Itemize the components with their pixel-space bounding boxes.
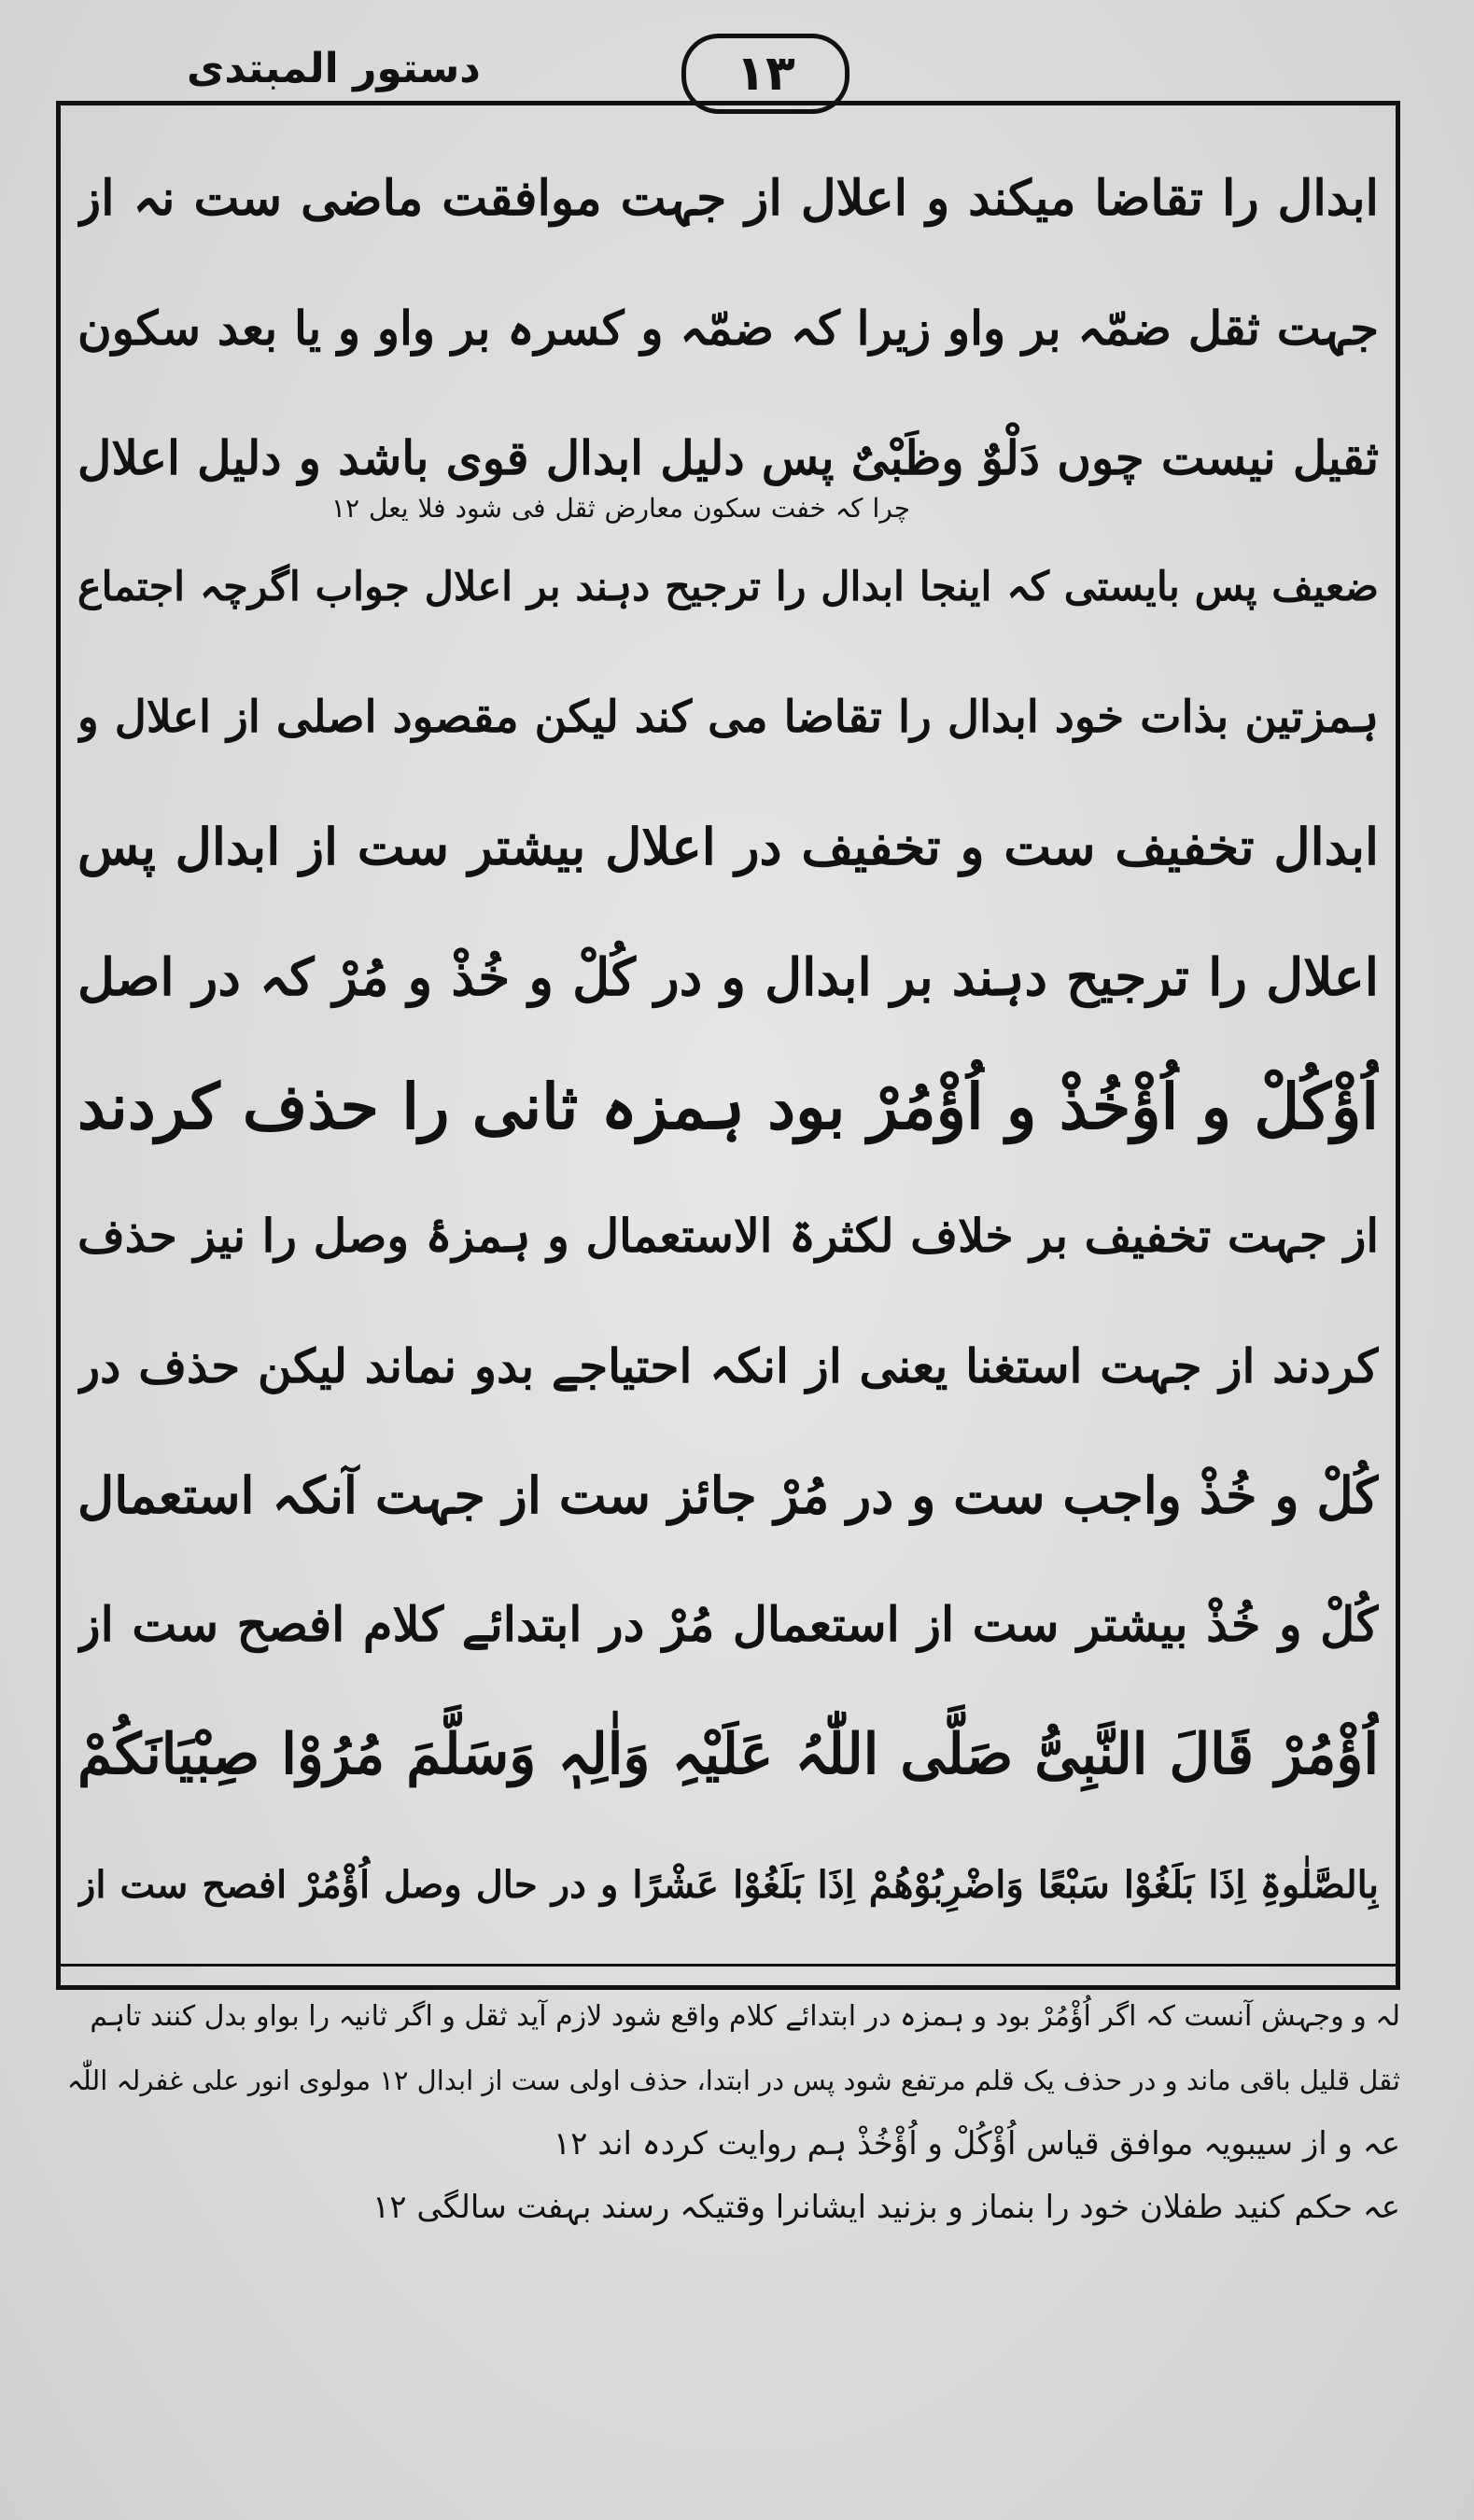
text-line: جہت ثقل ضمّہ بر واو زیرا کہ ضمّہ و کسرہ بر واو و یا بعد سکون (77, 301, 1379, 356)
text-line: کردند از جہت استغنا یعنی از انکہ احتیاجے بدو نماند لیکن حذف در (77, 1338, 1379, 1393)
footnote: عہ و از سیبویہ موافق قیاس اُؤْکُلْ و اُؤْخُذْ ہم روایت کردہ اند ۱۲ (553, 2125, 1400, 2163)
footnote: عہ حکم کنید طفلان خود را بنماز و بزنید ایشانرا وقتیکہ رسند بہفت سالگی ۱۲ (372, 2189, 1400, 2226)
text-line: اُؤْمُرْ قَالَ النَّبِیُّ صَلَّی اللّٰہُ عَلَیْہِ وَاٰلِہٖ وَسَلَّمَ مُرُوْا صِبْیَانَکُمْ (77, 1722, 1379, 1787)
text-line: کُلْ و خُذْ واجب ست و در مُرْ جائز ست از جہت آنکہ استعمال (77, 1465, 1379, 1525)
text-line: اُؤْکُلْ و اُؤْخُذْ و اُؤْمُرْ بود ہمزہ ثانی را حذف کردند (77, 1070, 1379, 1143)
running-title: دستور المبتدی (187, 45, 481, 92)
text-line: ثقیل نیست چوں دَلْوٌ وظَبْیٌ پس دلیل ابدال قوی باشد و دلیل اعلال (77, 430, 1379, 485)
text-line: ضعیف پس بایستی کہ اینجا ابدال را ترجیح دہند بر اعلال جواب اگرچہ اجتماع (77, 564, 1379, 610)
text-line: ابدال تخفیف ست و تخفیف در اعلال بیشتر ست از ابدال پس (77, 817, 1379, 876)
text-frame (56, 101, 1400, 1990)
footnotes (56, 1964, 1400, 2239)
footnote: لہ و وجہش آنست کہ اگر اُؤْمُرْ بود و ہمزہ در ابتدائے کلام واقع شود لازم آید ثقل و اگر ثانیہ را بواو بدل کنند تاہم (90, 2000, 1400, 2033)
text-line: ہمزتین بذات خود ابدال را تقاضا می کند لیکن مقصود اصلی از اعلال و (77, 692, 1379, 743)
page-number: ۱۳ (681, 34, 849, 114)
interlinear-gloss: چرا کہ خفت سکون معارض ثقل فی شود فلا یعل ۱۲ (331, 493, 910, 524)
text-line: کُلْ و خُذْ بیشتر ست از استعمال مُرْ در ابتدائے کلام افصح ست از (77, 1597, 1379, 1653)
footnote: ثقل قلیل باقی ماند و در حذف یک قلم مرتفع شود پس در ابتدا، حذف اولی ست از ابدال ۱۲ مولوی انور علی غفرلہ اللّٰہ (66, 2065, 1400, 2096)
main-text (77, 133, 1379, 1950)
text-line: اعلال را ترجیح دہند بر ابدال و در کُلْ و خُذْ و مُرْ کہ در اصل (77, 946, 1379, 1007)
text-line: بِالصَّلٰوۃِ اِذَا بَلَغُوْا سَبْعًا وَاضْرِبُوْھُمْ اِذَا بَلَغُوْا عَشْرًا و در حال وصل اُؤْمُرْ افصح ست از (77, 1863, 1379, 1907)
text-line: از جہت تخفیف بر خلاف لکثرۃ الاستعمال و ہمزۂ وصل را نیز حذف (77, 1209, 1379, 1263)
text-line: ابدال را تقاضا میکند و اعلال از جہت موافقت ماضی ست نہ از (77, 170, 1379, 227)
